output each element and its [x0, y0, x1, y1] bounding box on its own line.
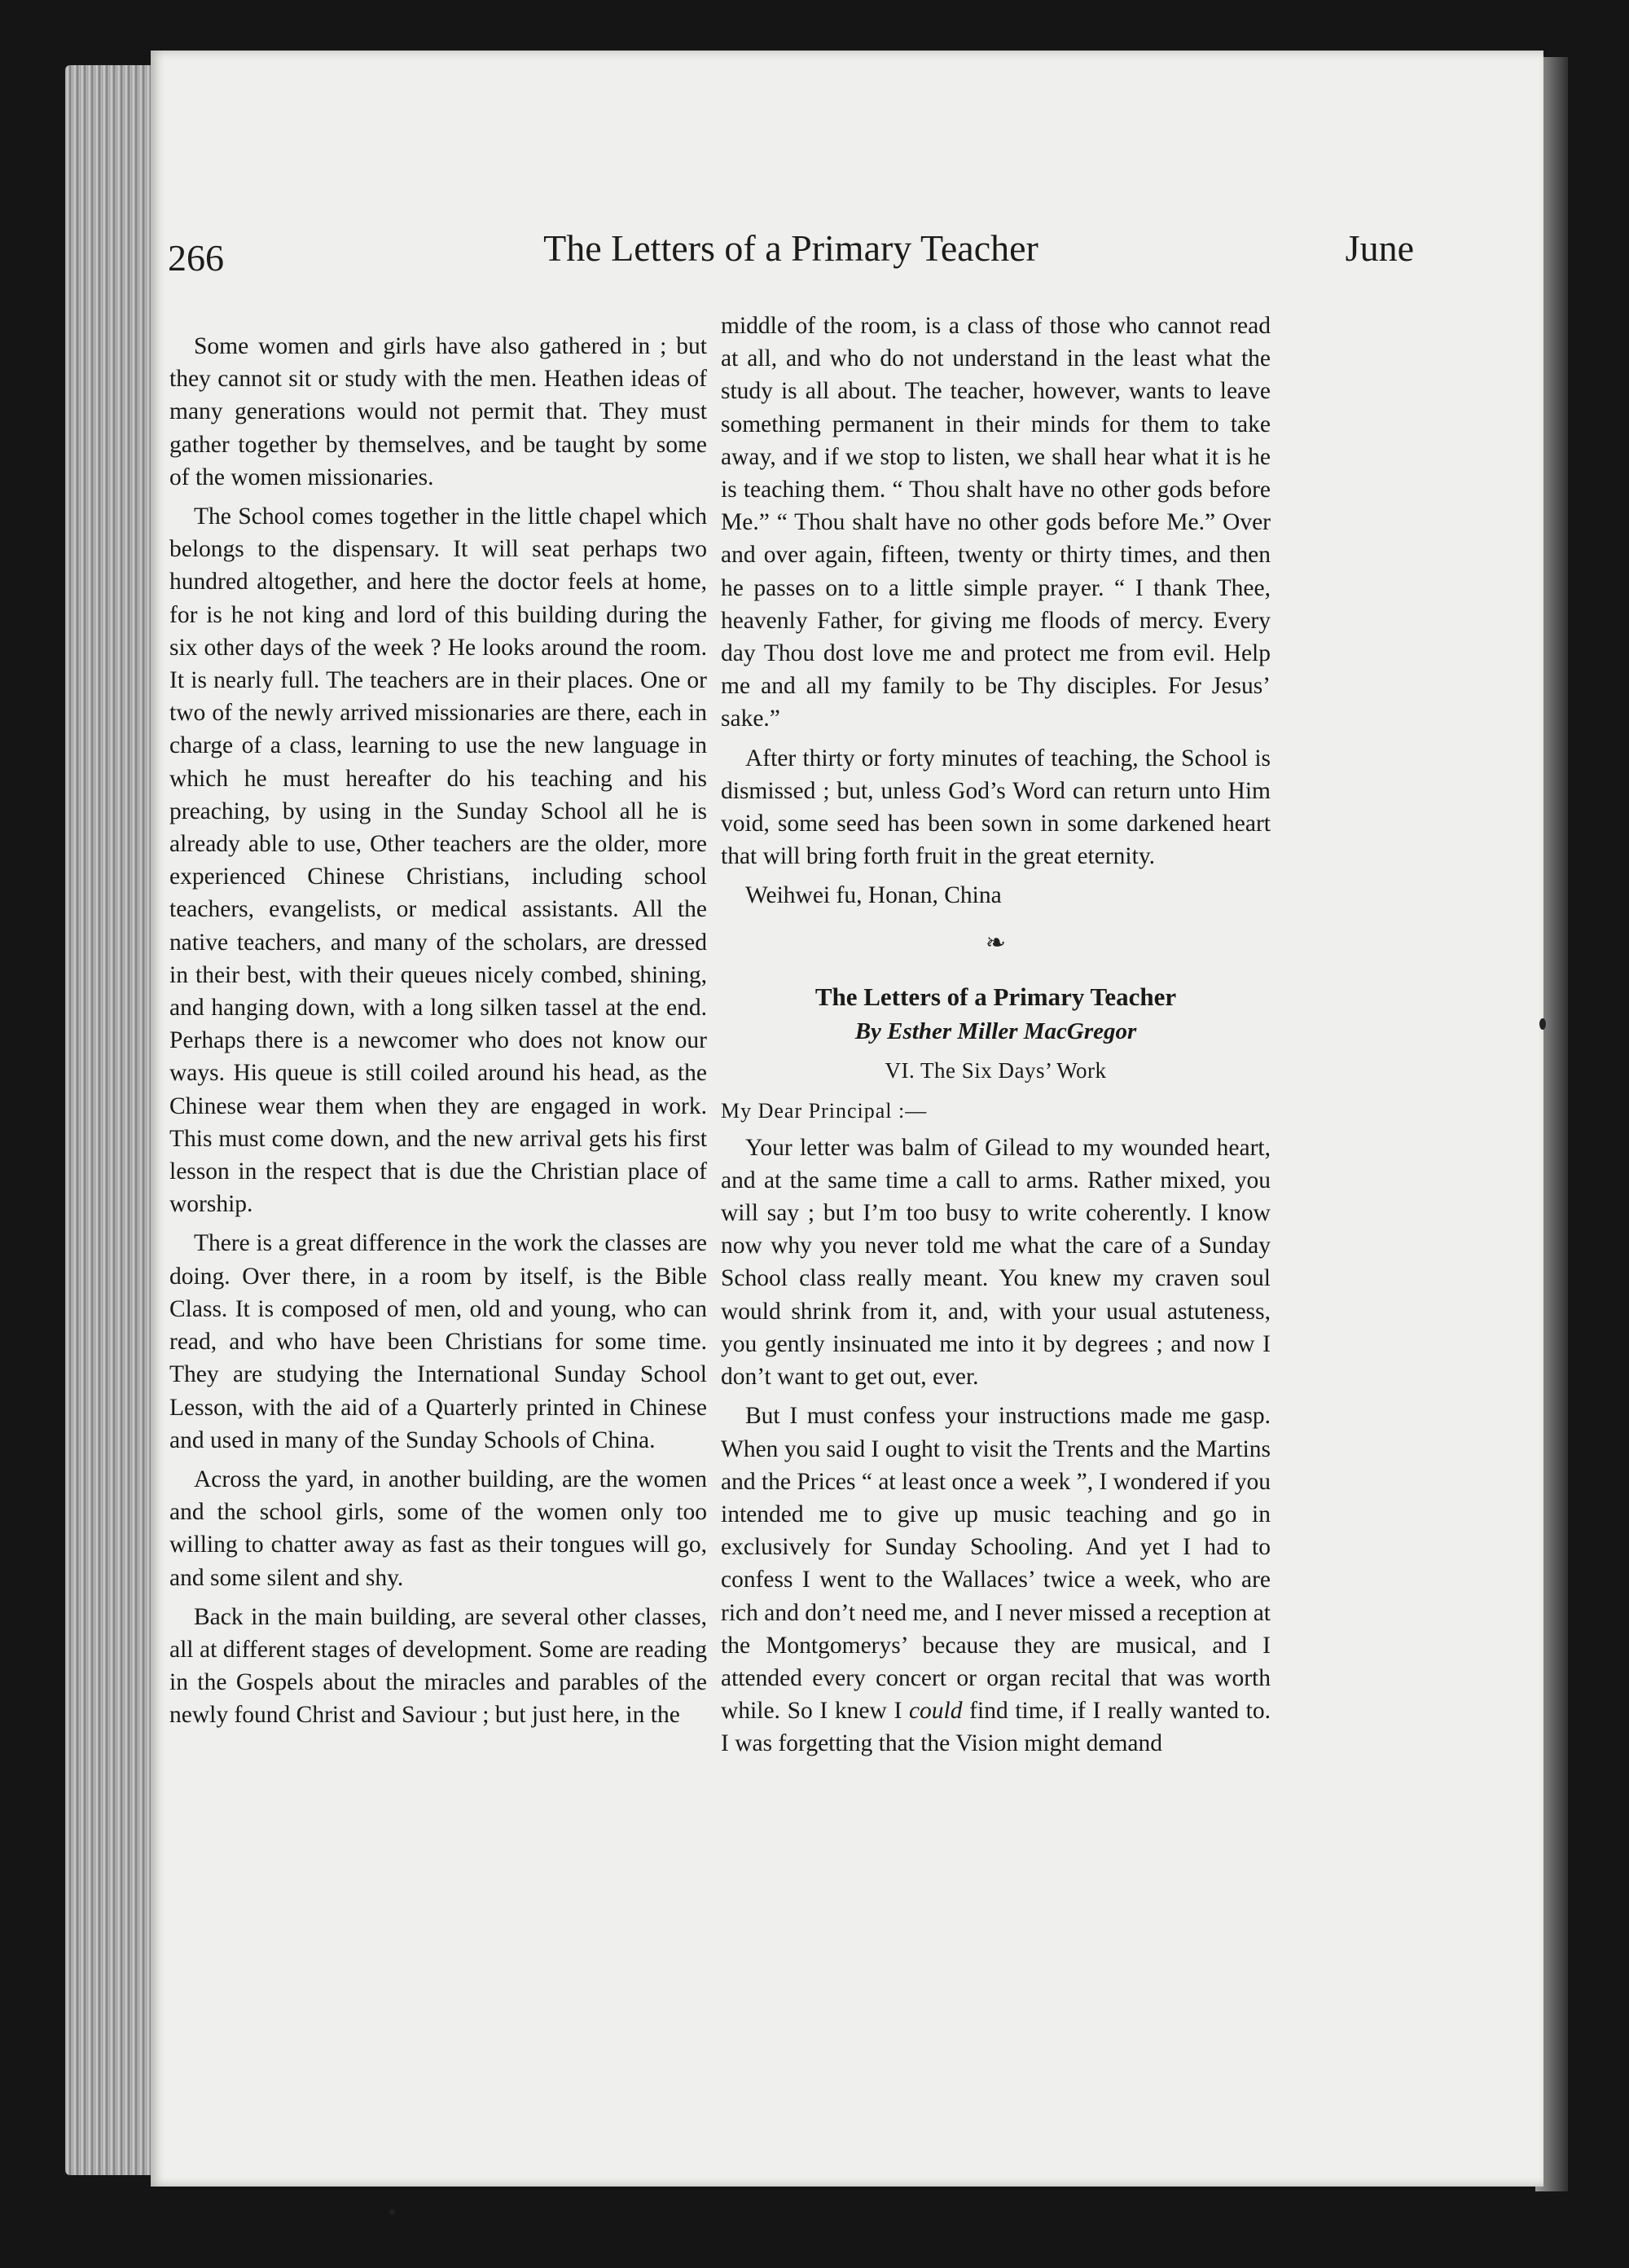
ornament-icon: ❧ [985, 929, 1007, 956]
right-column [721, 310, 1271, 1760]
paragraph-text: find time, if I really wanted to. I was forgetting that the Vision might demand [721, 1698, 1271, 1757]
italic-word: could [908, 1698, 963, 1725]
paragraph [721, 1400, 1271, 1760]
paragraph: Some women and girls have also gathered in ; but they cannot sit or study with the men. Heathen ideas of many generations would not permit that. They must gather together by themselves, and be taught by some of the women missionaries. [169, 333, 707, 490]
salutation: My Dear Principal :— [721, 1099, 928, 1123]
issue-month: June [1345, 227, 1414, 269]
page-number: 266 [168, 237, 224, 279]
paragraph-text: But I must confess your instructions made me gasp. When you said I ought to visit the Trents and the Martins and the Prices “ at least once a week ”, I wondered if you intended me to give up music teaching and go in exclusively for Sunday Schooling. And yet I had to confess I went to the Wallaces’ twice a week, who are rich and don’t need me, and I never missed a reception at the Montgomerys’ because they are musical, and I attended every concert or organ recital that was worth while. So I knew I [721, 1403, 1271, 1725]
running-title: The Letters of a Primary Teacher [543, 227, 1038, 269]
paragraph: Back in the main building, are several other classes, all at different stages of development. Some are reading in the Gospels about the miracles and parables of the newly found Christ and Saviour ; but just here, in the [169, 1603, 707, 1729]
paragraph: Across the yard, in another building, are the women and the school girls, some of the women only too willing to chatter away as fast as their tongues will go, and some silent and shy. [169, 1466, 707, 1591]
page-header [168, 226, 1414, 292]
ink-speck [389, 2209, 395, 2215]
paragraph: The School comes together in the little chapel which belongs to the dispensary. It will seat perhaps two hundred altogether, and here the doctor feels at home, for is he not king and lord of this building during the six other days of the week ? He looks around the room. It is nearly full. The teachers are in their places. One or two of the newly arrived missionaries are there, each in charge of a class, learning to use the new language in which he must hereafter do his teaching and his preaching, by using in the Sunday School all he is already able to use, Other teachers are the older, more experienced Chinese Christians, including school teachers, evangelists, or medical assistants. All the native teachers, and many of the scholars, are dressed in their best, with their queues nicely combed, shining, and hanging down, with a long silken tassel at the end. Perhaps there is a newcomer who does not know our ways. His queue is still coiled around his head, as the Chinese wear them when they are engaged in work. This must come down, and the new arrival gets his first lesson in the respect that is due the Christian place of worship. [169, 503, 707, 1218]
article-title: The Letters of a Primary Teacher [814, 982, 1177, 1011]
left-column [169, 330, 707, 1732]
paragraph: Your letter was balm of Gilead to my wounded heart, and at the same time a call to arms. Rather mixed, you will say ; but I’m too busy to write coherently. I know now why you never told me what the care of a Sunday School class really meant. You knew my craven soul would shrink from it, and, with your usual astuteness, you gently insinuated me into it by degrees ; and now I don’t want to get out, ever. [721, 1134, 1271, 1391]
paragraph: There is a great difference in the work the classes are doing. Over there, in a room by itself, is the Bible Class. It is composed of men, old and young, who can read, and who have been Christians for some time. They are studying the International Sunday School Lesson, with the aid of a Quarterly printed in Chinese and used in many of the Sunday Schools of China. [169, 1230, 707, 1453]
section-heading: VI. The Six Days’ Work [885, 1058, 1107, 1083]
paragraph: After thirty or forty minutes of teaching, the School is dismissed ; but, unless God’s Word can return unto Him void, some seed has been sown in some darkened heart that will bring forth fruit in the great eternity. [721, 745, 1271, 870]
ink-speck [1539, 1018, 1546, 1030]
paragraph-continuation: middle of the room, is a class of those who cannot read at all, and who do not understand in the least what the study is all about. The teacher, however, wants to leave something permanent in their minds for them to take away, and if we stop to listen, we shall hear what it is he is teaching them. “ Thou shalt have no other gods before Me.” “ Thou shalt have no other gods before Me.” Over and over again, fifteen, twenty or thirty times, and then he passes on to a little simple prayer. “ I thank Thee, heavenly Father, for giving me floods of mercy. Every day Thou dost love me and protect me from evil. Help me and all my family to be Thy disciples. For Jesus’ sake.” [721, 313, 1271, 732]
dateline-place: Weihwei fu, Honan, China [745, 882, 1002, 909]
byline: By Esther Miller MacGregor [854, 1018, 1137, 1045]
